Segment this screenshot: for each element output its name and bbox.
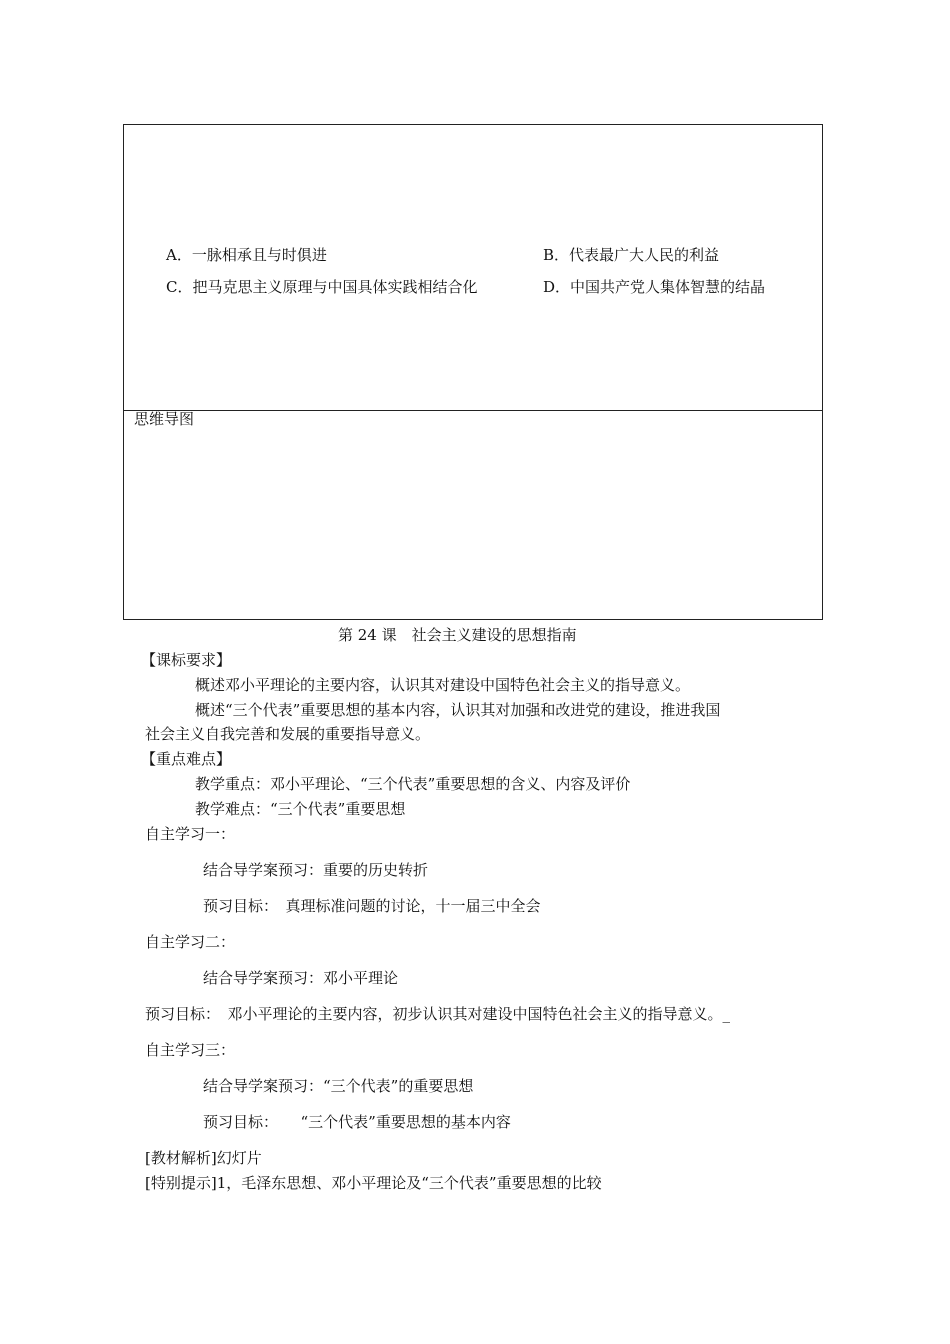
teaching-focus: 教学重点：邓小平理论、“三个代表”重要思想的含义、内容及评价	[195, 775, 631, 793]
keypoints-heading: 【重点难点】	[141, 750, 232, 768]
study3-heading: 自主学习三：	[145, 1041, 236, 1059]
teaching-difficulty: 教学难点：“三个代表”重要思想	[195, 800, 406, 818]
study1-goal: 预习目标： 真理标准问题的讨论，十一届三中全会	[203, 897, 541, 915]
study3-goal: 预习目标： “三个代表”重要思想的基本内容	[203, 1113, 511, 1131]
mindmap-label: 思维导图	[134, 410, 195, 428]
curriculum-heading: 【课标要求】	[141, 651, 232, 669]
study3-preview: 结合导学案预习：“三个代表”的重要思想	[203, 1077, 474, 1095]
curriculum-line-2a: 概述“三个代表”重要思想的基本内容，认识其对加强和改进党的建设，推进我国	[195, 701, 721, 719]
option-b: B．代表最广大人民的利益	[543, 246, 720, 264]
study1-heading: 自主学习一：	[145, 825, 236, 843]
study2-heading: 自主学习二：	[145, 933, 236, 951]
study2-preview: 结合导学案预习：邓小平理论	[203, 969, 399, 987]
curriculum-line-1: 概述邓小平理论的主要内容，认识其对建设中国特色社会主义的指导意义。	[195, 676, 691, 694]
mindmap-box	[123, 410, 823, 620]
lesson-title: 第 24 课 社会主义建设的思想指南	[338, 626, 577, 644]
option-c: C．把马克思主义原理与中国具体实践相结合化	[166, 278, 478, 296]
option-d: D．中国共产党人集体智慧的结晶	[543, 278, 766, 296]
question-options-box	[123, 124, 823, 411]
study1-preview: 结合导学案预习：重要的历史转折	[203, 861, 429, 879]
study2-goal: 预习目标： 邓小平理论的主要内容，初步认识其对建设中国特色社会主义的指导意义。_	[145, 1005, 731, 1023]
textbook-analysis: [教材解析]幻灯片	[145, 1149, 262, 1167]
special-tip: [特别提示]1，毛泽东思想、邓小平理论及“三个代表”重要思想的比较	[145, 1174, 602, 1192]
curriculum-line-2b: 社会主义自我完善和发展的重要指导意义。	[145, 725, 431, 743]
option-a: A．一脉相承且与时俱进	[166, 246, 327, 264]
